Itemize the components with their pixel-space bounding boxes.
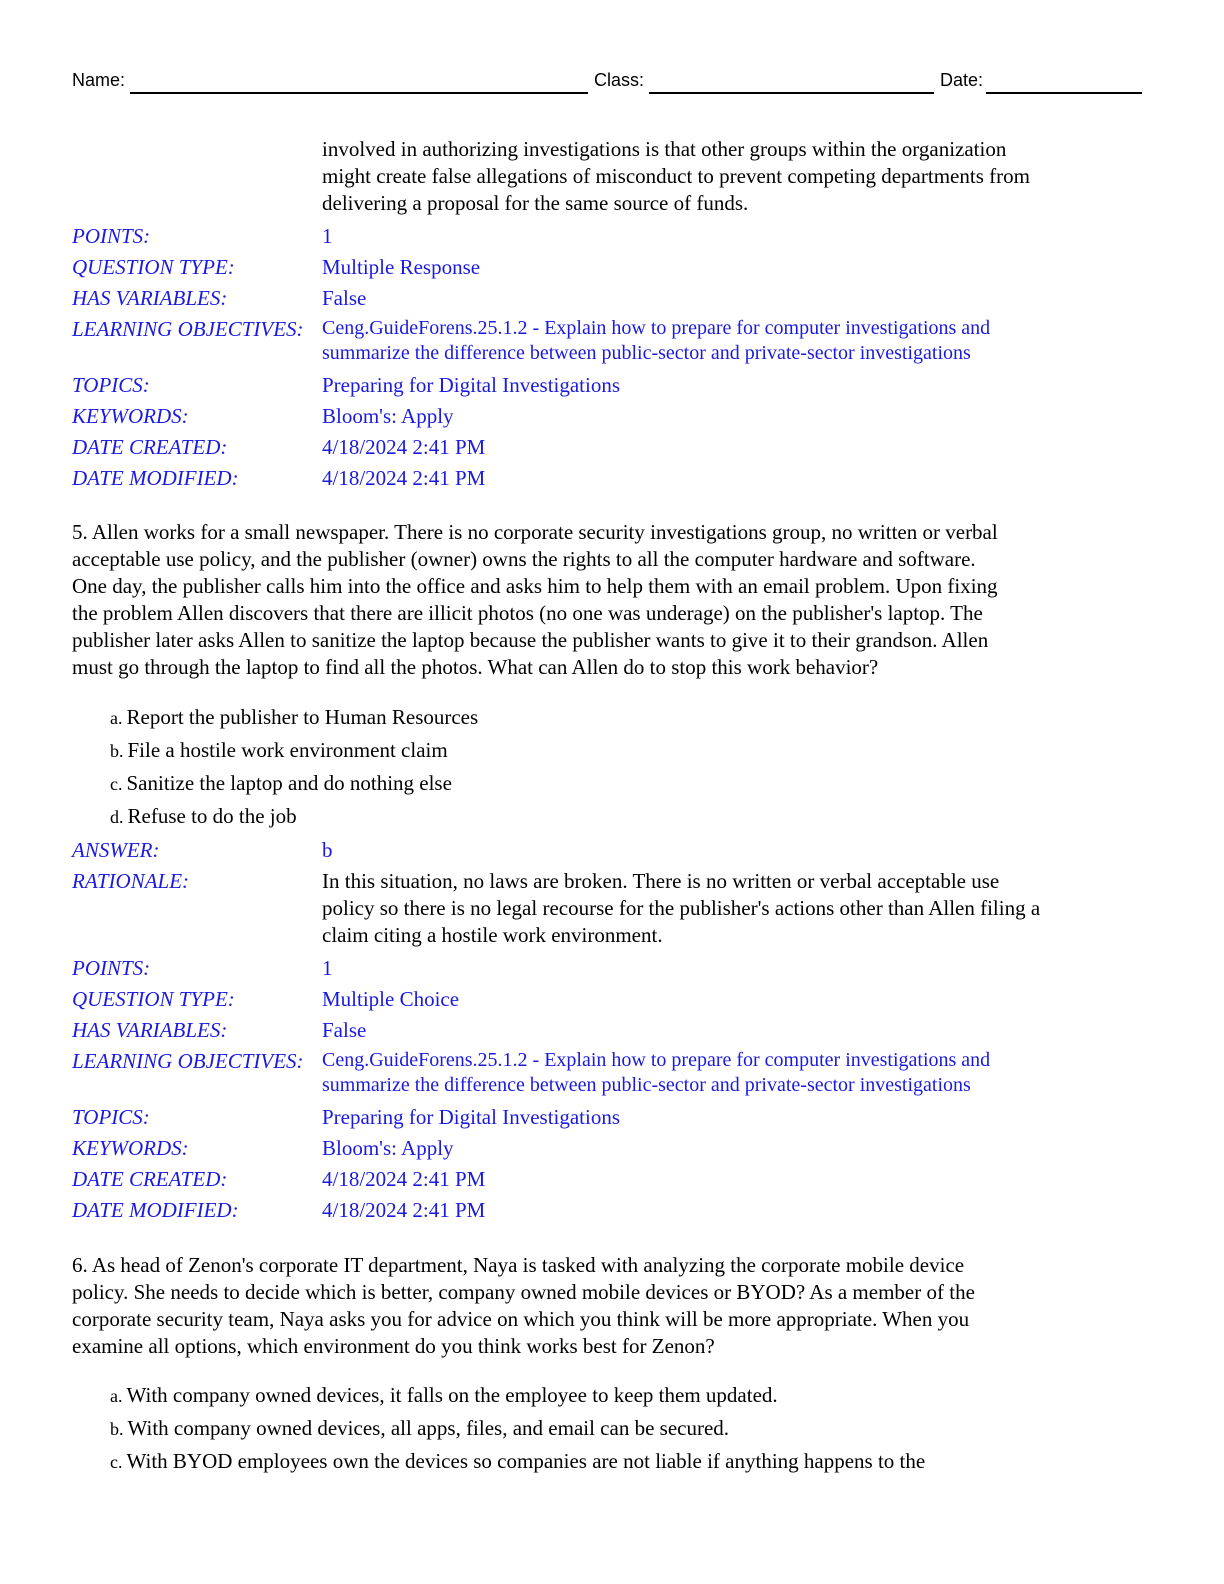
- meta-label: KEYWORDS:: [72, 404, 189, 428]
- option-letter: c.: [110, 1452, 123, 1472]
- option-text: With BYOD employees own the devices so companies are not liable if anything happens to the: [126, 1449, 926, 1473]
- meta-label: KEYWORDS:: [72, 1136, 189, 1160]
- option-letter: b.: [110, 741, 124, 761]
- meta-value: 4/18/2024 2:41 PM: [322, 466, 486, 490]
- option-text: With company owned devices, all apps, files, and email can be secured.: [127, 1416, 730, 1440]
- meta-value: Preparing for Digital Investigations: [322, 373, 621, 397]
- stem-line: 5. Allen works for a small newspaper. There is no corporate security investigations group, no written or verbal: [72, 520, 998, 544]
- text-line: might create false allegations of misconduct to prevent competing departments from: [322, 164, 1030, 188]
- stem-line: must go through the laptop to find all the photos. What can Allen do to stop this work behavior?: [72, 655, 879, 679]
- answer-option: [110, 704, 1140, 732]
- meta-label: DATE MODIFIED:: [72, 466, 239, 490]
- objective-line: Ceng.GuideForens.25.1.2 - Explain how to prepare for computer investigations and: [322, 317, 991, 339]
- meta-value: 1: [322, 956, 333, 980]
- date-blank-line: [986, 92, 1142, 94]
- meta-value: [322, 316, 1142, 366]
- name-blank-line: [130, 92, 588, 94]
- meta-label: RATIONALE:: [72, 869, 190, 893]
- meta-value: False: [322, 1018, 367, 1042]
- option-letter: a.: [110, 1386, 123, 1406]
- answer-option: [110, 1415, 1140, 1443]
- meta-value: 4/18/2024 2:41 PM: [322, 1167, 486, 1191]
- option-text: File a hostile work environment claim: [127, 738, 448, 762]
- meta-label: HAS VARIABLES:: [72, 1018, 228, 1042]
- meta-label: DATE CREATED:: [72, 1167, 228, 1191]
- rationale-line: claim citing a hostile work environment.: [322, 923, 663, 947]
- question-stem: [72, 519, 1142, 681]
- meta-value: [322, 1048, 1142, 1098]
- worksheet-header: [72, 70, 1142, 96]
- meta-label: TOPICS:: [72, 1105, 150, 1129]
- meta-value: b: [322, 838, 333, 862]
- name-label: Name:: [72, 70, 126, 90]
- objective-line: summarize the difference between public-sector and private-sector investigations: [322, 1074, 971, 1096]
- question-stem: [72, 1252, 1142, 1360]
- stem-line: examine all options, which environment do you think works best for Zenon?: [72, 1334, 715, 1358]
- meta-value: Bloom's: Apply: [322, 1136, 454, 1160]
- objective-line: Ceng.GuideForens.25.1.2 - Explain how to prepare for computer investigations and: [322, 1049, 991, 1071]
- answer-option: [110, 737, 1140, 765]
- text-line: delivering a proposal for the same source of funds.: [322, 191, 749, 215]
- option-letter: c.: [110, 774, 123, 794]
- meta-value: Multiple Response: [322, 255, 481, 279]
- meta-label: POINTS:: [72, 956, 151, 980]
- stem-line: acceptable use policy, and the publisher (owner) owns the rights to all the computer hardware and software.: [72, 547, 976, 571]
- option-text: Report the publisher to Human Resources: [126, 705, 479, 729]
- continuation-text: [322, 136, 1142, 217]
- answer-option: [110, 770, 1140, 798]
- stem-line: publisher later asks Allen to sanitize the laptop because the publisher wants to give it to their grandson. Allen: [72, 628, 989, 652]
- date-label: Date:: [940, 70, 984, 90]
- meta-label: ANSWER:: [72, 838, 160, 862]
- option-text: Refuse to do the job: [127, 804, 297, 828]
- stem-line: 6. As head of Zenon's corporate IT department, Naya is tasked with analyzing the corporate mobile device: [72, 1253, 965, 1277]
- meta-value: 4/18/2024 2:41 PM: [322, 1198, 486, 1222]
- meta-label: QUESTION TYPE:: [72, 255, 235, 279]
- stem-line: corporate security team, Naya asks you for advice on which you think will be more appropriate. When you: [72, 1307, 970, 1331]
- answer-option: [110, 1382, 1140, 1410]
- rationale-line: In this situation, no laws are broken. There is no written or verbal acceptable use: [322, 869, 1000, 893]
- meta-label: HAS VARIABLES:: [72, 286, 228, 310]
- option-letter: b.: [110, 1419, 124, 1439]
- meta-label: LEARNING OBJECTIVES:: [72, 317, 304, 341]
- rationale-line: policy so there is no legal recourse for the publisher's actions other than Allen filing a: [322, 896, 1041, 920]
- meta-value: False: [322, 286, 367, 310]
- meta-label: LEARNING OBJECTIVES:: [72, 1049, 304, 1073]
- meta-label: DATE MODIFIED:: [72, 1198, 239, 1222]
- meta-label: POINTS:: [72, 224, 151, 248]
- meta-label: TOPICS:: [72, 373, 150, 397]
- class-label: Class:: [594, 70, 645, 90]
- meta-label: QUESTION TYPE:: [72, 987, 235, 1011]
- answer-option: [110, 1448, 1140, 1476]
- option-text: Sanitize the laptop and do nothing else: [126, 771, 452, 795]
- stem-line: the problem Allen discovers that there are illicit photos (no one was underage) on the publisher's laptop. The: [72, 601, 983, 625]
- option-letter: d.: [110, 807, 124, 827]
- meta-label: DATE CREATED:: [72, 435, 228, 459]
- meta-value: 1: [322, 224, 333, 248]
- meta-value: Multiple Choice: [322, 987, 460, 1011]
- stem-line: policy. She needs to decide which is better, company owned mobile devices or BYOD? As a member of the: [72, 1280, 975, 1304]
- meta-value: [322, 868, 1142, 949]
- answer-option: [110, 803, 1140, 831]
- class-blank-line: [649, 92, 934, 94]
- meta-value: 4/18/2024 2:41 PM: [322, 435, 486, 459]
- meta-value: Bloom's: Apply: [322, 404, 454, 428]
- meta-value: Preparing for Digital Investigations: [322, 1105, 621, 1129]
- text-line: involved in authorizing investigations is that other groups within the organization: [322, 137, 1007, 161]
- option-letter: a.: [110, 708, 123, 728]
- stem-line: One day, the publisher calls him into the office and asks him to help them with an email problem. Upon fixing: [72, 574, 998, 598]
- objective-line: summarize the difference between public-sector and private-sector investigations: [322, 342, 971, 364]
- option-text: With company owned devices, it falls on the employee to keep them updated.: [126, 1383, 778, 1407]
